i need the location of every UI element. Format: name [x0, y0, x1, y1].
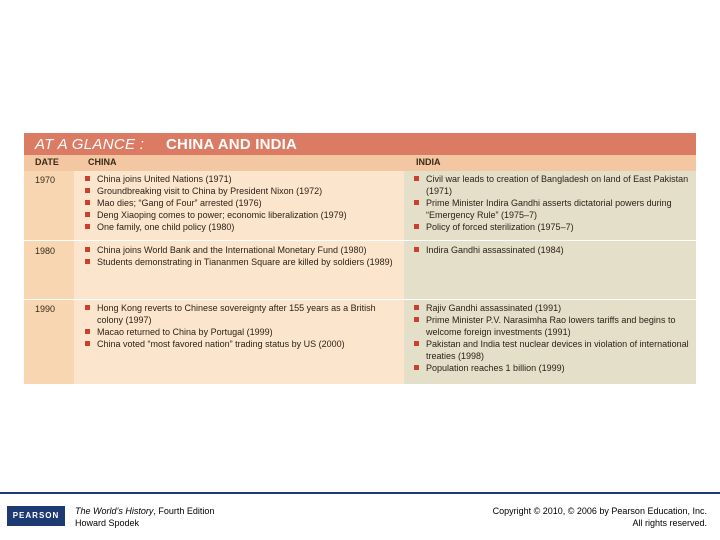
- book-author: Howard Spodek: [75, 518, 140, 528]
- list-item: China joins United Nations (1971): [84, 173, 402, 185]
- bullet-icon: [414, 224, 419, 229]
- row-divider: [24, 240, 696, 241]
- header-india: INDIA: [416, 157, 441, 167]
- table-title-bar: [24, 133, 696, 155]
- list-item: Civil war leads to creation of Bangladesh on land of East Pakistan (1971): [413, 173, 691, 197]
- year-1970: 1970: [35, 175, 56, 185]
- bullet-icon: [85, 224, 90, 229]
- list-item: One family, one child policy (1980): [84, 221, 402, 233]
- list-item: Prime Minister P.V. Narasimha Rao lowers tariffs and begins to welcome foreign investments (1991): [413, 314, 691, 338]
- list-item: Deng Xiaoping comes to power; economic liberalization (1979): [84, 209, 402, 221]
- china-events-1970: [84, 173, 402, 233]
- list-item: Rajiv Gandhi assassinated (1991): [413, 302, 691, 314]
- india-events-1990: [413, 302, 691, 374]
- bullet-icon: [414, 317, 419, 322]
- pearson-logo: PEARSON: [7, 506, 65, 526]
- header-china: CHINA: [88, 157, 117, 167]
- bullet-icon: [85, 259, 90, 264]
- rights-line: All rights reserved.: [632, 518, 707, 528]
- bullet-icon: [85, 212, 90, 217]
- at-a-glance-table: [24, 133, 696, 384]
- copyright-line: Copyright © 2010, © 2006 by Pearson Education, Inc.: [492, 506, 707, 516]
- footer-divider: [0, 492, 720, 494]
- bullet-icon: [414, 247, 419, 252]
- list-item: China joins World Bank and the International Monetary Fund (1980): [84, 244, 402, 256]
- list-item: China voted “most favored nation” trading status by US (2000): [84, 338, 402, 350]
- year-1980: 1980: [35, 246, 56, 256]
- date-column: [24, 171, 74, 384]
- table-header-row: [24, 155, 696, 171]
- list-item: Indira Gandhi assassinated (1984): [413, 244, 691, 256]
- list-item: Students demonstrating in Tiananmen Square are killed by soldiers (1989): [84, 256, 402, 268]
- bullet-icon: [414, 176, 419, 181]
- india-events-1970: [413, 173, 691, 233]
- row-divider: [24, 299, 696, 300]
- bullet-icon: [414, 305, 419, 310]
- bullet-icon: [85, 247, 90, 252]
- copyright-notice: [493, 505, 707, 529]
- bullet-icon: [85, 176, 90, 181]
- book-citation: [75, 505, 214, 529]
- bullet-icon: [85, 341, 90, 346]
- header-date: DATE: [35, 157, 59, 167]
- table-title-prefix: AT A GLANCE :: [35, 136, 145, 153]
- list-item: Hong Kong reverts to Chinese sovereignty after 155 years as a British colony (1997): [84, 302, 402, 326]
- china-events-1990: [84, 302, 402, 350]
- list-item: Macao returned to China by Portugal (1999): [84, 326, 402, 338]
- bullet-icon: [85, 200, 90, 205]
- year-1990: 1990: [35, 304, 56, 314]
- bullet-icon: [414, 200, 419, 205]
- bullet-icon: [414, 365, 419, 370]
- india-events-1980: [413, 244, 691, 256]
- list-item: Prime Minister Indira Gandhi asserts dictatorial powers during “Emergency Rule” (1975–7): [413, 197, 691, 221]
- china-events-1980: [84, 244, 402, 268]
- table-title: CHINA AND INDIA: [166, 136, 298, 153]
- list-item: Population reaches 1 billion (1999): [413, 362, 691, 374]
- list-item: Pakistan and India test nuclear devices in violation of international treaties (1998): [413, 338, 691, 362]
- bullet-icon: [85, 188, 90, 193]
- list-item: Policy of forced sterilization (1975–7): [413, 221, 691, 233]
- book-edition: , Fourth Edition: [153, 506, 215, 516]
- book-title: The World’s History: [75, 506, 154, 516]
- list-item: Groundbreaking visit to China by President Nixon (1972): [84, 185, 402, 197]
- bullet-icon: [85, 329, 90, 334]
- list-item: Mao dies; “Gang of Four” arrested (1976): [84, 197, 402, 209]
- bullet-icon: [414, 341, 419, 346]
- bullet-icon: [85, 305, 90, 310]
